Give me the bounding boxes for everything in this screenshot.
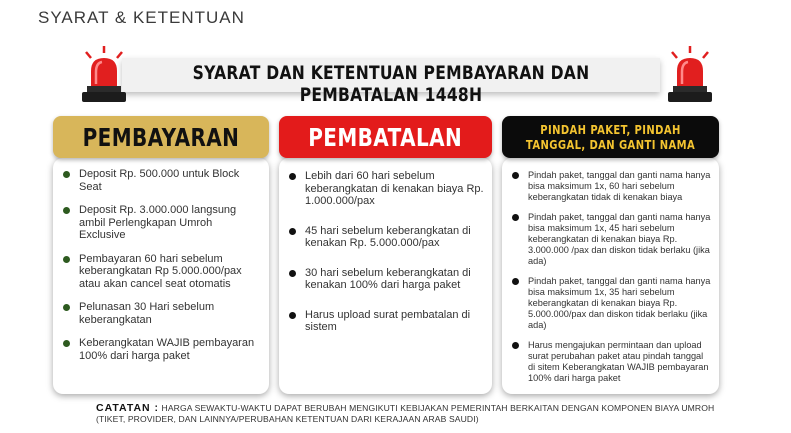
bullet-icon	[63, 256, 70, 263]
bullet-icon	[63, 304, 70, 311]
list-item: 30 hari sebelum keberangkatan di kenakan 100% dari harga paket	[289, 267, 484, 292]
list-item: Deposit Rp. 500.000 untuk Block Seat	[63, 168, 261, 193]
bullet-icon	[63, 207, 70, 214]
list-item: Pindah paket, tanggal dan ganti nama hanya bisa maksimum 1x, 60 hari sebelum keberangkatan tidak di kenakan biaya	[512, 170, 711, 203]
payment-title: PEMBAYARAN	[82, 122, 240, 152]
note	[96, 403, 736, 425]
list-item: Harus mengajukan permintaan dan upload surat perubahan paket atau pindah tanggal di sitem Keberangkatan WAJIB pembayaran 100% dari harga paket	[512, 340, 711, 384]
payment-header	[53, 116, 269, 158]
banner-title: SYARAT DAN KETENTUAN PEMBAYARAN DAN PEMBATALAN 1448H	[192, 62, 590, 106]
payment-card	[53, 158, 269, 394]
list-item: 45 hari sebelum keberangkatan di kenakan Rp. 5.000.000/pax	[289, 225, 484, 250]
cancellation-title: PEMBATALAN	[308, 122, 463, 152]
bullet-icon	[512, 214, 519, 221]
cancellation-list	[289, 170, 484, 351]
bullet-icon	[289, 228, 296, 235]
cancellation-card	[279, 158, 492, 394]
payment-list	[63, 168, 261, 373]
list-item: Pindah paket, tanggal dan ganti nama hanya bisa maksimum 1x, 45 hari sebelum keberangkatan di kenakan biaya Rp. 3.000.000 /pax dan diskon tidak berlaku (jika ada)	[512, 212, 711, 267]
cancellation-header	[279, 116, 492, 158]
change-card	[502, 158, 719, 394]
bullet-icon	[63, 340, 70, 347]
list-item: Lebih dari 60 hari sebelum keberangkatan di kenakan biaya Rp. 1.000.000/pax	[289, 170, 484, 208]
section-title: SYARAT & KETENTUAN	[38, 8, 245, 27]
change-header	[502, 116, 719, 158]
bullet-icon	[289, 270, 296, 277]
note-label: CATATAN :	[96, 402, 160, 414]
list-item: Pembayaran 60 hari sebelum keberangkatan Rp 5.000.000/pax atau akan cancel seat otomatis	[63, 253, 261, 291]
change-title: PINDAH PAKET, PINDAH TANGGAL, DAN GANTI NAMA	[525, 122, 696, 152]
bullet-icon	[63, 171, 70, 178]
list-item: Pelunasan 30 Hari sebelum keberangkatan	[63, 301, 261, 326]
list-item: Deposit Rp. 3.000.000 langsung ambil Perlengkapan Umroh Exclusive	[63, 204, 261, 242]
change-list	[512, 170, 711, 393]
siren-icon	[664, 46, 716, 104]
note-text: HARGA SEWAKTU-WAKTU DAPAT BERUBAH MENGIKUTI KEBIJAKAN PEMERINTAH BERKAITAN DENGAN KOMPONEN BIAYA UMROH (TIKET, PROVIDER, DAN LAINNYA/PERUBAHAN KETENTUAN DARI KERAJAAN ARAB SAUDI)	[96, 403, 715, 424]
bullet-icon	[512, 172, 519, 179]
terms-banner	[78, 46, 704, 104]
list-item: Harus upload surat pembatalan di sistem	[289, 309, 484, 334]
bullet-icon	[289, 173, 296, 180]
list-item: Pindah paket, tanggal dan ganti nama hanya bisa maksimum 1x, 35 hari sebelum keberangkatan di kenakan biaya Rp. 5.000.000/pax dan diskon tidak berlaku (jika ada)	[512, 276, 711, 331]
bullet-icon	[512, 278, 519, 285]
list-item: Keberangkatan WAJIB pembayaran 100% dari harga paket	[63, 337, 261, 362]
bullet-icon	[289, 312, 296, 319]
siren-icon	[78, 46, 130, 104]
bullet-icon	[512, 342, 519, 349]
